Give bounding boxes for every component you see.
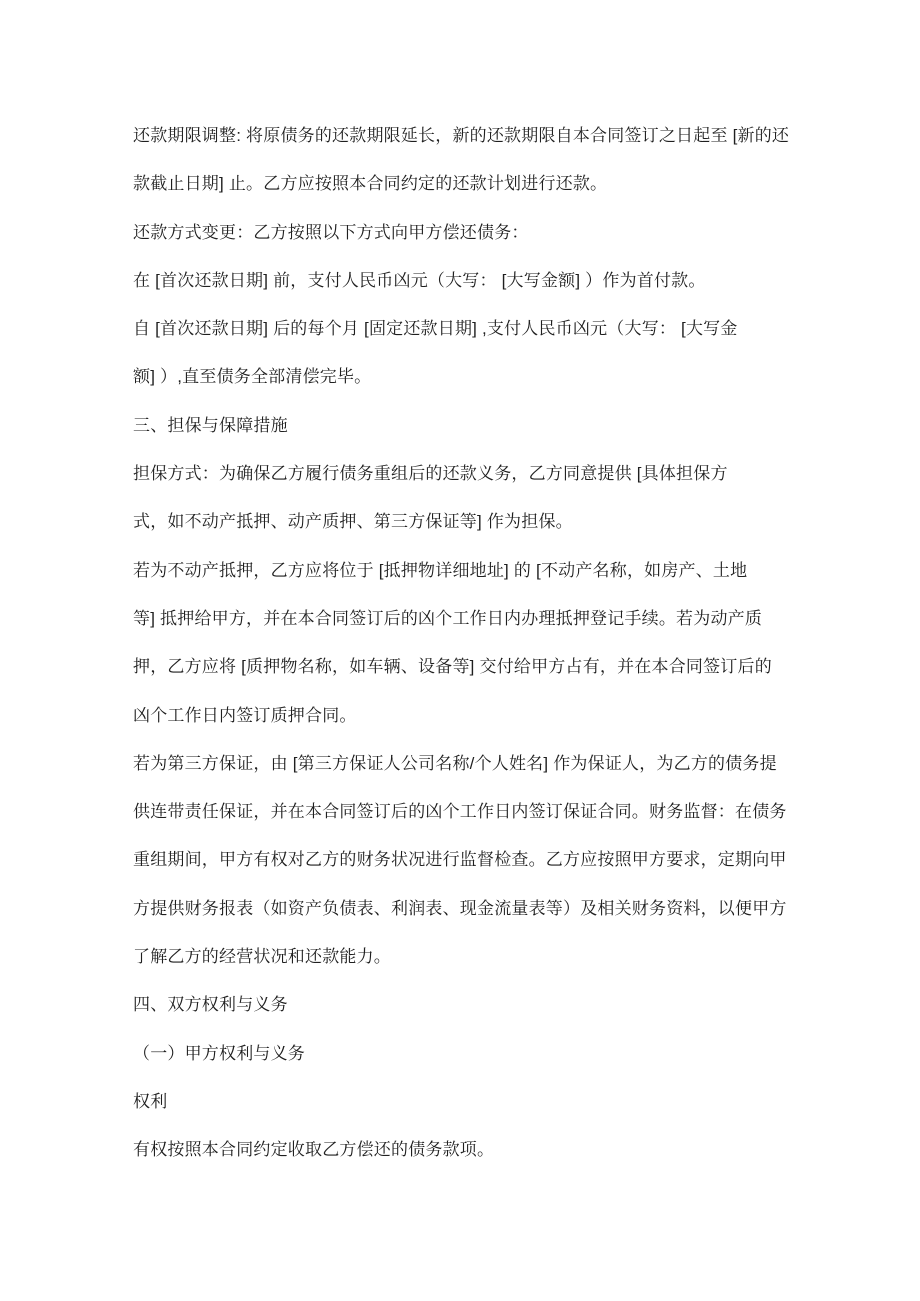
document-line: 凶个工作日内签订质押合同。	[133, 705, 357, 725]
document-line: 若为第三方保证，由 [第三方保证人公司名称/个人姓名] 作为保证人，为乙方的债务提	[133, 753, 777, 773]
document-subsection-heading: （一）甲方权利与义务	[133, 1043, 305, 1063]
document-line: 还款期限调整: 将原债务的还款期限延长，新的还款期限自本合同签订之日起至 [新的还	[133, 126, 790, 145]
document-line: 在 [首次还款日期] 前，支付人民币凶元（大写： [大写金额] ）作为首付款。	[133, 270, 706, 290]
document-line: 式，如不动产抵押、动产质押、第三方保证等] 作为担保。	[133, 512, 573, 532]
document-section-heading: 三、担保与保障措施	[133, 415, 288, 435]
document-line: 了解乙方的经营状况和还款能力。	[133, 947, 391, 967]
document-line: 重组期间，甲方有权对乙方的财务状况进行监督检查。乙方应按照甲方要求，定期向甲	[133, 850, 787, 870]
document-section-heading: 四、双方权利与义务	[133, 995, 288, 1015]
document-line: 款截止日期] 止。乙方应按照本合同约定的还款计划进行还款。	[133, 174, 608, 194]
document-line: 等] 抵押给甲方，并在本合同签订后的凶个工作日内办理抵押登记手续。若为动产质	[133, 608, 763, 628]
document-subheading: 权利	[133, 1091, 168, 1111]
document-line: 还款方式变更：乙方按照以下方式向甲方偿还债务：	[133, 222, 529, 242]
document-text-block	[133, 112, 793, 1175]
document-line: 有权按照本合同约定收取乙方偿还的债务款项。	[133, 1140, 495, 1160]
document-line: 供连带责任保证，并在本合同签订后的凶个工作日内签订保证合同。财务监督：在债务	[133, 802, 787, 822]
document-line: 担保方式：为确保乙方履行债务重组后的还款义务，乙方同意提供 [具体担保方	[133, 464, 728, 484]
document-line: 自 [首次还款日期] 后的每个月 [固定还款日期] ,支付人民币凶元（大写： [大写金	[133, 319, 738, 339]
document-line: 若为不动产抵押，乙方应将位于 [抵押物详细地址] 的 [不动产名称，如房产、土地	[133, 560, 748, 580]
document-line: 方提供财务报表（如资产负债表、利润表、现金流量表等）及相关财务资料，以便甲方	[133, 898, 787, 918]
document-line: 押，乙方应将 [质押物名称，如车辆、设备等] 交付给甲方占有，并在本合同签订后的	[133, 657, 772, 677]
document-line: 额] ）,直至债务全部清偿完毕。	[133, 367, 372, 387]
